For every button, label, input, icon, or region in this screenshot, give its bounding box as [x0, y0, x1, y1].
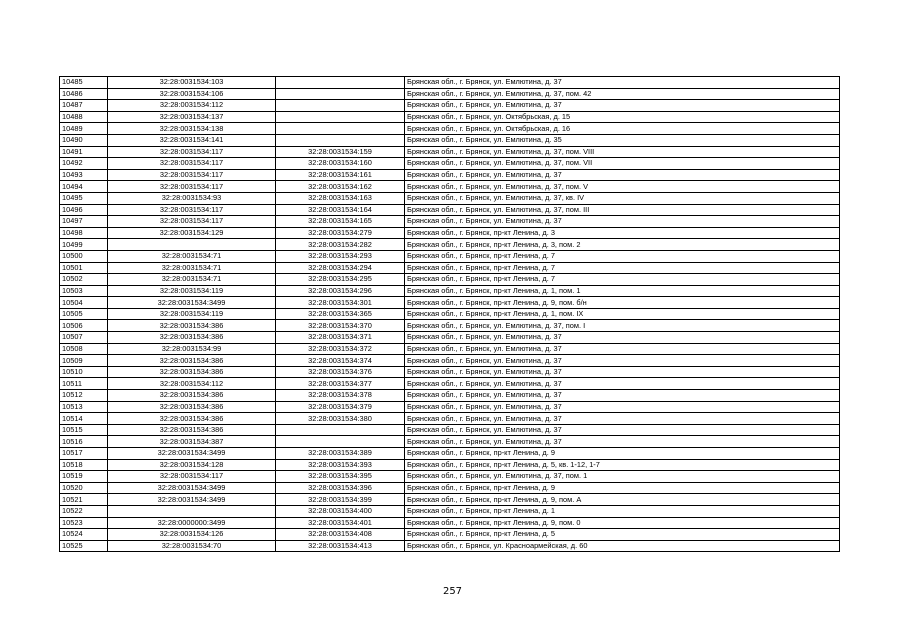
table-row [60, 111, 840, 123]
record-number-cell: 10518 [60, 459, 108, 471]
address-cell: Брянская обл., г. Брянск, пр-кт Ленина, д. 3, пом. 2 [405, 239, 840, 251]
cadastral-number-cell: 32:28:0031534:112 [108, 100, 276, 112]
address-cell: Брянская обл., г. Брянск, ул. Емлютина, д. 37 [405, 366, 840, 378]
sub-object-number-cell [276, 100, 405, 112]
record-number-cell: 10495 [60, 192, 108, 204]
table-row [60, 181, 840, 193]
table-row [60, 355, 840, 367]
cadastral-number-cell: 32:28:0031534:112 [108, 378, 276, 390]
cadastral-number-cell: 32:28:0031534:71 [108, 250, 276, 262]
record-number-cell: 10503 [60, 285, 108, 297]
address-cell: Брянская обл., г. Брянск, ул. Емлютина, д. 37 [405, 401, 840, 413]
address-cell: Брянская обл., г. Брянск, ул. Емлютина, д. 37 [405, 100, 840, 112]
table-row [60, 308, 840, 320]
address-cell: Брянская обл., г. Брянск, ул. Емлютина, д. 37 [405, 378, 840, 390]
cadastral-number-cell: 32:28:0031534:129 [108, 227, 276, 239]
table-row [60, 250, 840, 262]
table-row [60, 482, 840, 494]
cadastral-number-cell: 32:28:0031534:386 [108, 332, 276, 344]
table-row [60, 192, 840, 204]
address-cell: Брянская обл., г. Брянск, пр-кт Ленина, д. 9 [405, 448, 840, 460]
address-cell: Брянская обл., г. Брянск, пр-кт Ленина, д. 9, пом. б/н [405, 297, 840, 309]
record-number-cell: 10501 [60, 262, 108, 274]
address-cell: Брянская обл., г. Брянск, ул. Емлютина, д. 37, пом. V [405, 181, 840, 193]
cadastral-number-cell: 32:28:0031534:138 [108, 123, 276, 135]
table-row [60, 448, 840, 460]
address-cell: Брянская обл., г. Брянск, ул. Емлютина, д. 37, пом. VIII [405, 146, 840, 158]
record-number-cell: 10489 [60, 123, 108, 135]
record-number-cell: 10506 [60, 320, 108, 332]
address-cell: Брянская обл., г. Брянск, пр-кт Ленина, д. 1 [405, 505, 840, 517]
record-number-cell: 10502 [60, 274, 108, 286]
address-cell: Брянская обл., г. Брянск, ул. Емлютина, д. 37 [405, 436, 840, 448]
cadastral-number-cell: 32:28:0031534:387 [108, 436, 276, 448]
sub-object-number-cell: 32:28:0031534:376 [276, 366, 405, 378]
address-cell: Брянская обл., г. Брянск, ул. Емлютина, д. 35 [405, 134, 840, 146]
cadastral-number-cell: 32:28:0031534:3499 [108, 482, 276, 494]
table-row [60, 540, 840, 552]
sub-object-number-cell: 32:28:0031534:399 [276, 494, 405, 506]
record-number-cell: 10498 [60, 227, 108, 239]
record-number-cell: 10497 [60, 216, 108, 228]
cadastral-number-cell: 32:28:0031534:71 [108, 262, 276, 274]
sub-object-number-cell: 32:28:0031534:400 [276, 505, 405, 517]
cadastral-number-cell: 32:28:0031534:3499 [108, 494, 276, 506]
record-number-cell: 10523 [60, 517, 108, 529]
address-cell: Брянская обл., г. Брянск, ул. Емлютина, д. 37 [405, 332, 840, 344]
table-row [60, 320, 840, 332]
cadastral-number-cell: 32:28:0031534:386 [108, 320, 276, 332]
record-number-cell: 10521 [60, 494, 108, 506]
record-number-cell: 10516 [60, 436, 108, 448]
address-cell: Брянская обл., г. Брянск, пр-кт Ленина, д. 5 [405, 529, 840, 541]
cadastral-number-cell: 32:28:0031534:117 [108, 158, 276, 170]
record-number-cell: 10512 [60, 390, 108, 402]
sub-object-number-cell: 32:28:0031534:370 [276, 320, 405, 332]
sub-object-number-cell: 32:28:0031534:408 [276, 529, 405, 541]
table-row [60, 227, 840, 239]
cadastral-number-cell: 32:28:0031534:99 [108, 343, 276, 355]
sub-object-number-cell: 32:28:0031534:393 [276, 459, 405, 471]
table-row [60, 343, 840, 355]
table-body [60, 77, 840, 552]
table-row [60, 505, 840, 517]
address-cell: Брянская обл., г. Брянск, ул. Емлютина, д. 37, пом. 1 [405, 471, 840, 483]
table-row [60, 77, 840, 89]
cadastral-number-cell: 32:28:0031534:117 [108, 204, 276, 216]
sub-object-number-cell [276, 123, 405, 135]
cadastral-number-cell: 32:28:0000000:3499 [108, 517, 276, 529]
cadastral-number-cell: 32:28:0031534:3499 [108, 297, 276, 309]
sub-object-number-cell: 32:28:0031534:413 [276, 540, 405, 552]
sub-object-number-cell: 32:28:0031534:379 [276, 401, 405, 413]
address-cell: Брянская обл., г. Брянск, пр-кт Ленина, д. 1, пом. IX [405, 308, 840, 320]
record-number-cell: 10486 [60, 88, 108, 100]
sub-object-number-cell: 32:28:0031534:164 [276, 204, 405, 216]
sub-object-number-cell: 32:28:0031534:163 [276, 192, 405, 204]
record-number-cell: 10505 [60, 308, 108, 320]
sub-object-number-cell: 32:28:0031534:380 [276, 413, 405, 425]
cadastral-number-cell: 32:28:0031534:386 [108, 355, 276, 367]
address-cell: Брянская обл., г. Брянск, ул. Емлютина, д. 37 [405, 413, 840, 425]
table-row [60, 216, 840, 228]
record-number-cell: 10520 [60, 482, 108, 494]
sub-object-number-cell: 32:28:0031534:162 [276, 181, 405, 193]
address-cell: Брянская обл., г. Брянск, ул. Емлютина, д. 37, пом. 42 [405, 88, 840, 100]
record-number-cell: 10485 [60, 77, 108, 89]
sub-object-number-cell: 32:28:0031534:296 [276, 285, 405, 297]
address-cell: Брянская обл., г. Брянск, пр-кт Ленина, д. 5, кв. 1-12, 1-7 [405, 459, 840, 471]
sub-object-number-cell [276, 111, 405, 123]
record-number-cell: 10509 [60, 355, 108, 367]
sub-object-number-cell: 32:28:0031534:293 [276, 250, 405, 262]
table-row [60, 424, 840, 436]
cadastral-number-cell: 32:28:0031534:71 [108, 274, 276, 286]
address-cell: Брянская обл., г. Брянск, ул. Емлютина, д. 37, пом. I [405, 320, 840, 332]
sub-object-number-cell: 32:28:0031534:295 [276, 274, 405, 286]
record-number-cell: 10496 [60, 204, 108, 216]
sub-object-number-cell: 32:28:0031534:395 [276, 471, 405, 483]
table-row [60, 529, 840, 541]
record-number-cell: 10513 [60, 401, 108, 413]
sub-object-number-cell: 32:28:0031534:161 [276, 169, 405, 181]
table-row [60, 262, 840, 274]
cadastral-number-cell: 32:28:0031534:128 [108, 459, 276, 471]
record-number-cell: 10500 [60, 250, 108, 262]
table-row [60, 366, 840, 378]
page-number: 257 [442, 586, 463, 597]
address-cell: Брянская обл., г. Брянск, ул. Емлютина, д. 37 [405, 424, 840, 436]
record-number-cell: 10491 [60, 146, 108, 158]
table-row [60, 285, 840, 297]
cadastral-number-cell: 32:28:0031534:386 [108, 366, 276, 378]
cadastral-number-cell: 32:28:0031534:119 [108, 308, 276, 320]
sub-object-number-cell: 32:28:0031534:165 [276, 216, 405, 228]
table-row [60, 390, 840, 402]
record-number-cell: 10511 [60, 378, 108, 390]
sub-object-number-cell: 32:28:0031534:160 [276, 158, 405, 170]
sub-object-number-cell: 32:28:0031534:301 [276, 297, 405, 309]
cadastral-number-cell: 32:28:0031534:106 [108, 88, 276, 100]
record-number-cell: 10507 [60, 332, 108, 344]
record-number-cell: 10490 [60, 134, 108, 146]
cadastral-register-table [59, 76, 840, 552]
address-cell: Брянская обл., г. Брянск, ул. Октябрьская, д. 15 [405, 111, 840, 123]
table-row [60, 459, 840, 471]
cadastral-number-cell: 32:28:0031534:386 [108, 424, 276, 436]
table-row [60, 134, 840, 146]
address-cell: Брянская обл., г. Брянск, ул. Емлютина, д. 37, пом. III [405, 204, 840, 216]
sub-object-number-cell [276, 88, 405, 100]
address-cell: Брянская обл., г. Брянск, ул. Емлютина, д. 37 [405, 343, 840, 355]
cadastral-number-cell: 32:28:0031534:137 [108, 111, 276, 123]
record-number-cell: 10493 [60, 169, 108, 181]
cadastral-number-cell: 32:28:0031534:386 [108, 390, 276, 402]
sub-object-number-cell: 32:28:0031534:401 [276, 517, 405, 529]
table-row [60, 146, 840, 158]
record-number-cell: 10510 [60, 366, 108, 378]
address-cell: Брянская обл., г. Брянск, пр-кт Ленина, д. 3 [405, 227, 840, 239]
address-cell: Брянская обл., г. Брянск, пр-кт Ленина, д. 7 [405, 250, 840, 262]
cadastral-number-cell: 32:28:0031534:117 [108, 146, 276, 158]
table-row [60, 471, 840, 483]
cadastral-number-cell: 32:28:0031534:70 [108, 540, 276, 552]
table-row [60, 436, 840, 448]
table-row [60, 401, 840, 413]
table-row [60, 123, 840, 135]
record-number-cell: 10508 [60, 343, 108, 355]
cadastral-number-cell [108, 239, 276, 251]
cadastral-number-cell: 32:28:0031534:126 [108, 529, 276, 541]
table-row [60, 239, 840, 251]
cadastral-number-cell: 32:28:0031534:93 [108, 192, 276, 204]
record-number-cell: 10519 [60, 471, 108, 483]
cadastral-number-cell: 32:28:0031534:3499 [108, 448, 276, 460]
record-number-cell: 10522 [60, 505, 108, 517]
table-row [60, 100, 840, 112]
table-row [60, 169, 840, 181]
sub-object-number-cell [276, 134, 405, 146]
record-number-cell: 10487 [60, 100, 108, 112]
sub-object-number-cell: 32:28:0031534:396 [276, 482, 405, 494]
table-row [60, 158, 840, 170]
cadastral-number-cell: 32:28:0031534:386 [108, 413, 276, 425]
cadastral-number-cell: 32:28:0031534:103 [108, 77, 276, 89]
sub-object-number-cell [276, 436, 405, 448]
address-cell: Брянская обл., г. Брянск, ул. Емлютина, д. 37 [405, 216, 840, 228]
record-number-cell: 10504 [60, 297, 108, 309]
sub-object-number-cell: 32:28:0031534:372 [276, 343, 405, 355]
sub-object-number-cell: 32:28:0031534:294 [276, 262, 405, 274]
address-cell: Брянская обл., г. Брянск, пр-кт Ленина, д. 9, пом. 0 [405, 517, 840, 529]
cadastral-number-cell: 32:28:0031534:117 [108, 169, 276, 181]
cadastral-number-cell [108, 505, 276, 517]
address-cell: Брянская обл., г. Брянск, пр-кт Ленина, д. 9, пом. А [405, 494, 840, 506]
cadastral-number-cell: 32:28:0031534:117 [108, 181, 276, 193]
address-cell: Брянская обл., г. Брянск, ул. Емлютина, д. 37 [405, 355, 840, 367]
address-cell: Брянская обл., г. Брянск, пр-кт Ленина, д. 7 [405, 274, 840, 286]
cadastral-number-cell: 32:28:0031534:141 [108, 134, 276, 146]
table-row [60, 88, 840, 100]
record-number-cell: 10492 [60, 158, 108, 170]
table-row [60, 413, 840, 425]
cadastral-number-cell: 32:28:0031534:119 [108, 285, 276, 297]
record-number-cell: 10514 [60, 413, 108, 425]
sub-object-number-cell: 32:28:0031534:279 [276, 227, 405, 239]
cadastral-number-cell: 32:28:0031534:117 [108, 216, 276, 228]
table-row [60, 297, 840, 309]
table-row [60, 332, 840, 344]
table-row [60, 517, 840, 529]
sub-object-number-cell: 32:28:0031534:377 [276, 378, 405, 390]
cadastral-number-cell: 32:28:0031534:386 [108, 401, 276, 413]
record-number-cell: 10515 [60, 424, 108, 436]
table-row [60, 204, 840, 216]
address-cell: Брянская обл., г. Брянск, пр-кт Ленина, д. 7 [405, 262, 840, 274]
table-row [60, 494, 840, 506]
record-number-cell: 10499 [60, 239, 108, 251]
address-cell: Брянская обл., г. Брянск, ул. Емлютина, д. 37 [405, 77, 840, 89]
cadastral-number-cell: 32:28:0031534:117 [108, 471, 276, 483]
sub-object-number-cell [276, 424, 405, 436]
sub-object-number-cell: 32:28:0031534:374 [276, 355, 405, 367]
address-cell: Брянская обл., г. Брянск, пр-кт Ленина, д. 1, пом. 1 [405, 285, 840, 297]
address-cell: Брянская обл., г. Брянск, пр-кт Ленина, д. 9 [405, 482, 840, 494]
sub-object-number-cell: 32:28:0031534:378 [276, 390, 405, 402]
record-number-cell: 10525 [60, 540, 108, 552]
sub-object-number-cell [276, 77, 405, 89]
sub-object-number-cell: 32:28:0031534:365 [276, 308, 405, 320]
record-number-cell: 10524 [60, 529, 108, 541]
address-cell: Брянская обл., г. Брянск, ул. Емлютина, д. 37, кв. IV [405, 192, 840, 204]
record-number-cell: 10517 [60, 448, 108, 460]
sub-object-number-cell: 32:28:0031534:282 [276, 239, 405, 251]
sub-object-number-cell: 32:28:0031534:159 [276, 146, 405, 158]
sub-object-number-cell: 32:28:0031534:389 [276, 448, 405, 460]
record-number-cell: 10494 [60, 181, 108, 193]
sub-object-number-cell: 32:28:0031534:371 [276, 332, 405, 344]
address-cell: Брянская обл., г. Брянск, ул. Емлютина, д. 37 [405, 169, 840, 181]
address-cell: Брянская обл., г. Брянск, ул. Красноармейская, д. 60 [405, 540, 840, 552]
address-cell: Брянская обл., г. Брянск, ул. Емлютина, д. 37, пом. VII [405, 158, 840, 170]
record-number-cell: 10488 [60, 111, 108, 123]
table-row [60, 378, 840, 390]
address-cell: Брянская обл., г. Брянск, ул. Емлютина, д. 37 [405, 390, 840, 402]
table-row [60, 274, 840, 286]
address-cell: Брянская обл., г. Брянск, ул. Октябрьская, д. 16 [405, 123, 840, 135]
